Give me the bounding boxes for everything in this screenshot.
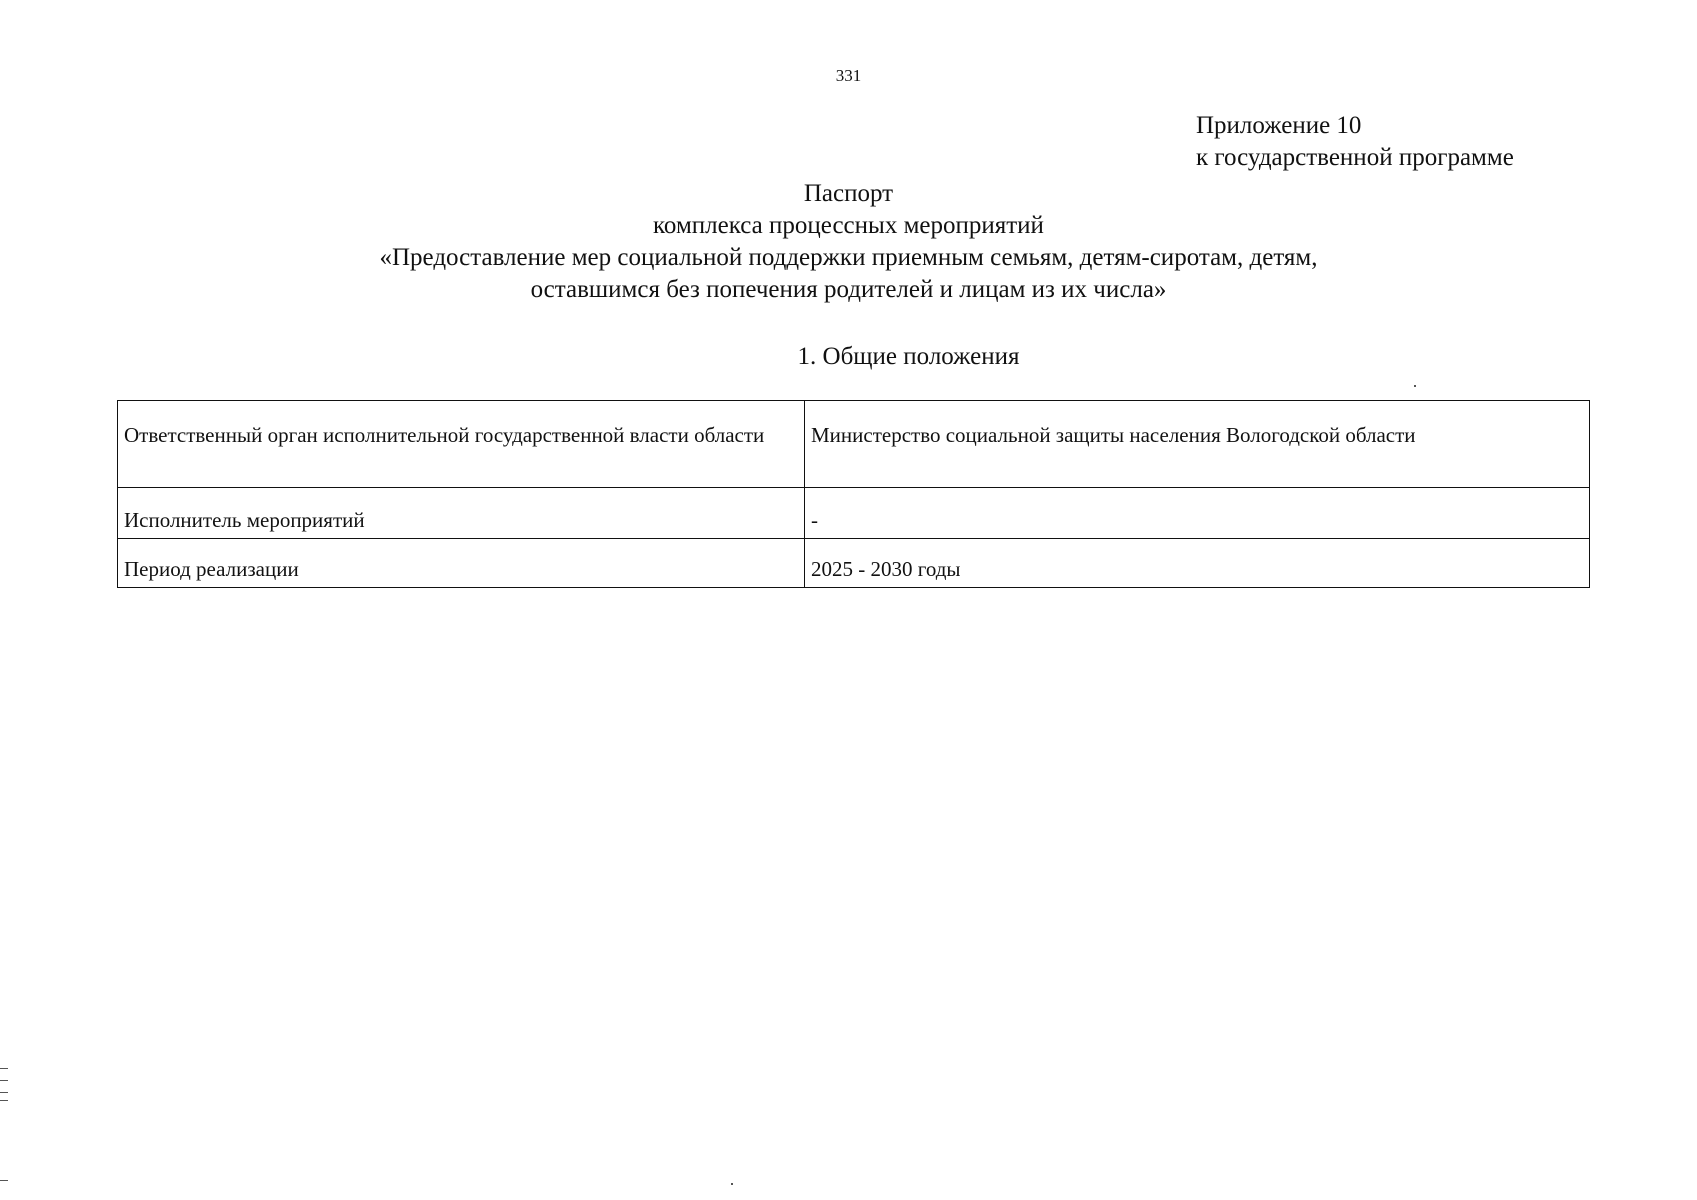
scan-artifact <box>0 1080 8 1081</box>
general-provisions-table <box>117 400 1590 588</box>
scan-artifact <box>0 1068 8 1069</box>
row-label: Ответственный орган исполнительной государственной власти области <box>118 401 805 488</box>
row-label: Период реализации <box>118 539 805 588</box>
table-row <box>118 401 1590 488</box>
row-value: 2025 - 2030 годы <box>805 539 1590 588</box>
scan-artifact <box>0 1100 8 1101</box>
scan-artifact <box>0 1180 8 1181</box>
title-line-1: Паспорт <box>803 180 894 207</box>
row-label: Исполнитель мероприятий <box>118 488 805 539</box>
appendix-line-1: Приложение 10 <box>1196 112 1362 139</box>
section-heading: 1. Общие положения <box>797 343 1020 370</box>
appendix-line-2: к государственной программе <box>1196 144 1514 171</box>
table-row <box>118 539 1590 588</box>
scan-artifact <box>0 1092 8 1093</box>
appendix-note <box>1196 110 1514 174</box>
row-value: Министерство социальной защиты населения Вологодской области <box>805 401 1590 488</box>
title-line-3: «Предоставление мер социальной поддержки приемным семьям, детям-сиротам, детям, <box>379 244 1318 271</box>
title-line-4: оставшимся без попечения родителей и лицам из их числа» <box>530 276 1167 303</box>
title-line-2: комплекса процессных мероприятий <box>653 212 1044 239</box>
scan-artifact <box>731 1183 733 1185</box>
document-title <box>0 178 1697 306</box>
table-row <box>118 488 1590 539</box>
row-value: - <box>805 488 1590 539</box>
scan-artifact <box>1414 385 1416 387</box>
page-number: 331 <box>835 66 862 85</box>
